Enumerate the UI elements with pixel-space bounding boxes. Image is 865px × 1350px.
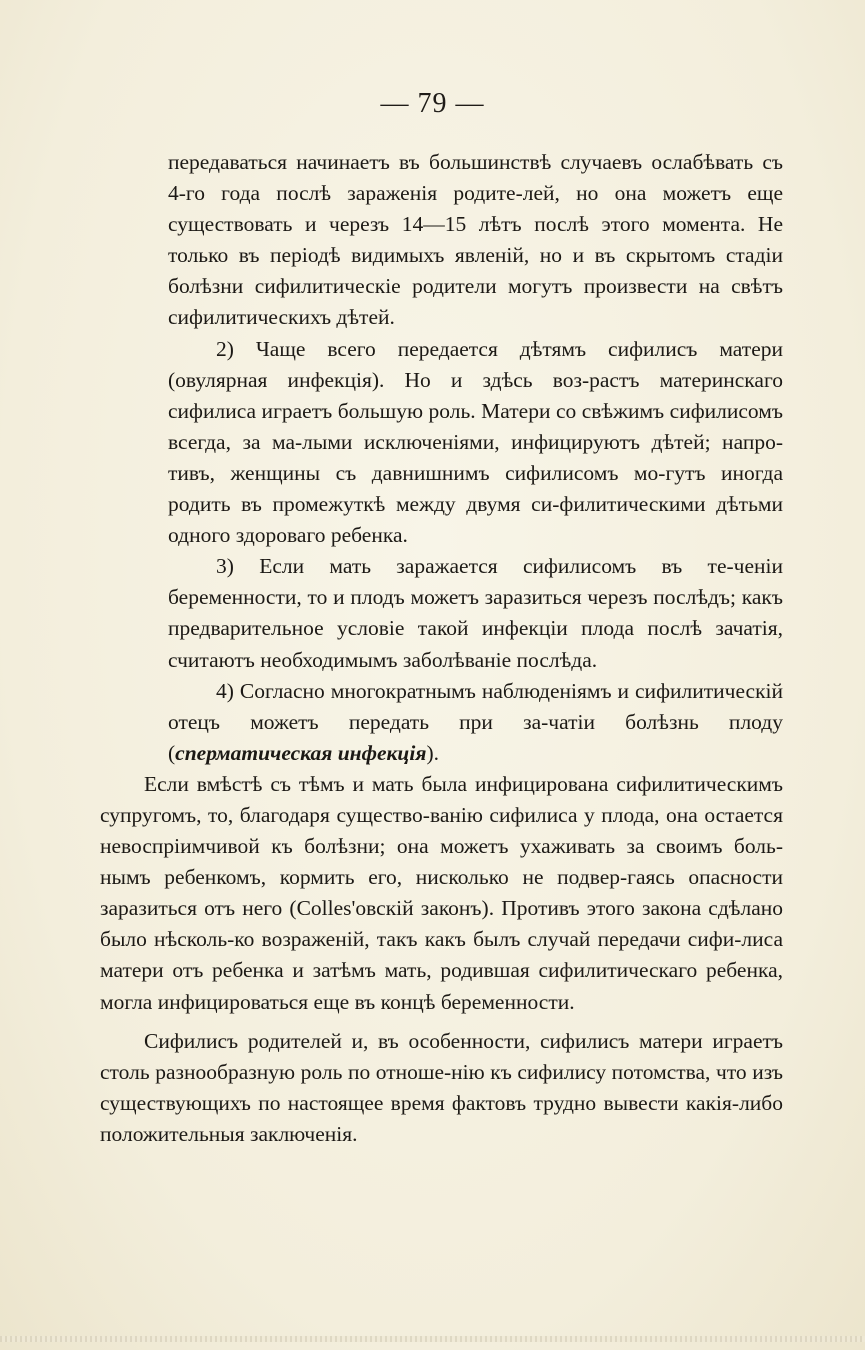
numbered-section [100, 147, 783, 769]
paragraph-1-continued: передаваться начинаетъ въ большинствѣ случаевъ ослабѣвать съ 4-го года послѣ зараженія родите-лей, но она можетъ еще существовать и черезъ 14—15 лѣтъ послѣ этого момента. Не только въ періодѣ видимыхъ явленій, но и въ скрытомъ стадіи болѣзни сифилитическіе родители могутъ произвести на свѣтъ сифилитическихъ дѣтей. [168, 150, 783, 330]
main-section [100, 769, 783, 1150]
page-number: — 79 — [380, 88, 485, 119]
paragraph-4-text: 4) Согласно многократнымъ наблюденіямъ и сифилитическій отецъ можетъ передать при за-чатіи болѣзнь плоду ( [168, 678, 783, 765]
paragraph-2: 2) Чаще всего передается дѣтямъ сифилисъ матери (овулярная инфекція). Но и здѣсь воз-растъ материнскаго сифилиса играетъ большую роль. Матери со свѣжимъ сифилисомъ всегда, за ма-лыми исключеніями, инфицируютъ дѣтей; напро-тивъ, женщины съ давнишнимъ сифилисомъ мо-гутъ иногда родить въ промежуткѣ между двумя си-филитическими дѣтьми одного здороваго ребенка. [168, 336, 783, 548]
paragraph-3: 3) Если мать заражается сифилисомъ въ те-ченіи беременности, то и плодъ можетъ заразиться черезъ послѣдъ; какъ предварительное условіе такой инфекціи плода послѣ зачатія, считаютъ необходимымъ заболѣваніе послѣда. [168, 554, 783, 672]
paragraph-4 [168, 676, 783, 769]
page-body [100, 147, 783, 1150]
paragraph-conclusion: Сифилисъ родителей и, въ особенности, сифилисъ матери играетъ столь разнообразную роль по отноше-нію къ сифилису потомства, что изъ существующихъ по настоящее время фактовъ трудно вывести какія-либо положительныя заключенія. [100, 1028, 783, 1146]
paragraph-4-end: ). [426, 740, 439, 765]
emphasis-sperm-infection: сперматическая инфекція [175, 740, 427, 765]
paragraph-colles-law: Если вмѣстѣ съ тѣмъ и мать была инфицирована сифилитическимъ супругомъ, то, благодаря существо-ванію сифилиса у плода, она остается невоспріимчивой къ болѣзни; она можетъ ухаживать за своимъ боль-нымъ ребенкомъ, кормить его, нисколько не подвер-гаясь опасности заразиться отъ него (Colles'овскій законъ). Противъ этого закона сдѣлано было нѣсколь-ко возраженій, такъ какъ былъ случай передачи сифи-лиса матери отъ ребенка и затѣмъ мать, родившая сифилитическаго ребенка, могла инфицироваться еще въ концѣ беременности. [100, 771, 783, 1014]
page-bottom-edge [0, 1336, 865, 1342]
